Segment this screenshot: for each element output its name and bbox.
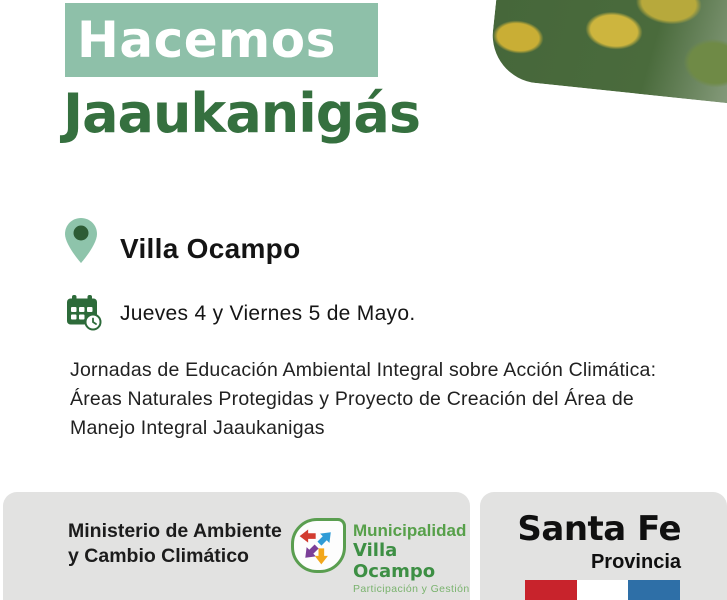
- arrows-logo-icon: [294, 521, 343, 570]
- page-title: Jaaukanigás: [63, 82, 420, 145]
- flag-band-white: [577, 580, 629, 600]
- headline-badge-label: Hacemos: [77, 11, 336, 69]
- ministry-line-1: Ministerio de Ambiente: [68, 520, 282, 542]
- aerial-wetlands-photo: [488, 0, 727, 123]
- footer-panel-right: [480, 492, 727, 600]
- province-subtitle: Provincia: [590, 551, 681, 573]
- municipality-line-2: Villa Ocampo: [353, 540, 436, 582]
- calendar-clock-icon: [63, 292, 103, 332]
- footer-panel-left: [3, 492, 470, 600]
- flag-band-blue: [628, 580, 680, 600]
- event-dates: Jueves 4 y Viernes 5 de Mayo.: [120, 302, 416, 325]
- municipality-line-1: Municipalidad: [353, 521, 467, 540]
- description-line-2: Áreas Naturales Protegidas y Proyecto de Creación del Área de: [70, 388, 634, 410]
- event-location: Villa Ocampo: [120, 233, 301, 264]
- flag-band-red: [525, 580, 577, 600]
- province-name: Santa Fe: [517, 509, 681, 549]
- municipality-tagline: Participación y Gestión: [353, 583, 470, 595]
- municipality-logo: [291, 518, 346, 573]
- description-line-3: Manejo Integral Jaaukanigas: [70, 417, 325, 439]
- description-line-1: Jornadas de Educación Ambiental Integral sobre Acción Climática:: [70, 359, 657, 381]
- map-pin-icon: [64, 217, 98, 265]
- santa-fe-flag: [525, 580, 680, 600]
- municipality-label: [353, 521, 470, 597]
- event-description: [70, 356, 710, 443]
- headline-badge: [65, 3, 378, 77]
- ministry-line-2: y Cambio Climático: [68, 545, 249, 567]
- ministry-label: [68, 519, 282, 569]
